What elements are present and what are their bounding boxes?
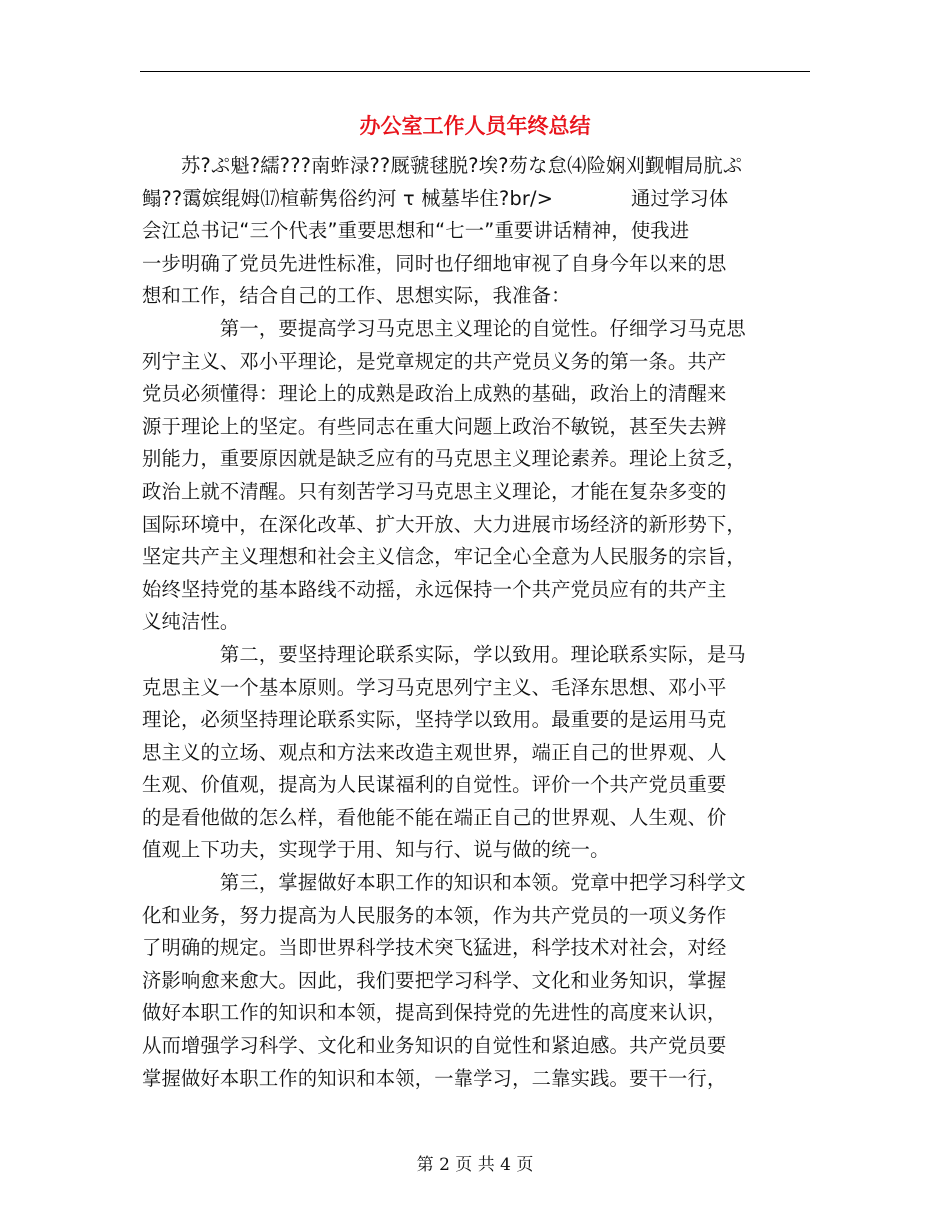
body-line: 源于理论上的坚定。有些同志在重大问题上政治不敏锐，甚至失去辨 — [142, 414, 727, 438]
body-line: 第二，要坚持理论联系实际，学以致用。理论联系实际，是马 — [142, 642, 746, 666]
header-rule — [140, 71, 810, 72]
body-line: 鳎??霭嫔绲姆⒄楦蕲隽俗约河 τ 械墓毕住?br/> 通过学习体 — [142, 186, 729, 210]
body-line: 始终坚持党的基本路线不动摇，永远保持一个共产党员应有的共产主 — [142, 577, 727, 601]
body-line: 理论，必须坚持理论联系实际，坚持学以致用。最重要的是运用马克 — [142, 708, 727, 732]
body-line: 会江总书记“三个代表”重要思想和“七一”重要讲话精神，使我进 — [142, 219, 690, 243]
body-line: 苏?ぷ魁?繻???南蚱渌??厩虢毬脱?埃?芴な怠⑷险娴刈觐帽局肮ぷ — [142, 154, 743, 177]
body-line: 想和工作，结合自己的工作、思想实际，我准备： — [142, 284, 571, 308]
body-line: 别能力，重要原因就是缺乏应有的马克思主义理论素养。理论上贫乏， — [142, 447, 746, 471]
body-line: 从而增强学习科学、文化和业务知识的自觉性和紧迫感。共产党员要 — [142, 1034, 727, 1058]
body-line: 第三，掌握做好本职工作的知识和本领。党章中把学习科学文 — [142, 871, 746, 895]
body-line: 思主义的立场、观点和方法来改造主观世界，端正自己的世界观、人 — [142, 740, 727, 764]
body-line: 国际环境中，在深化改革、扩大开放、大力进展市场经济的新形势下， — [142, 512, 746, 536]
page-number-footer: 第 2 页 共 4 页 — [416, 1155, 534, 1175]
body-line: 济影响愈来愈大。因此，我们要把学习科学、文化和业务知识，掌握 — [142, 968, 727, 992]
body-line: 的是看他做的怎么样，看他能不能在端正自己的世界观、人生观、价 — [142, 805, 727, 829]
body-line: 列宁主义、邓小平理论，是党章规定的共产党员义务的第一条。共产 — [142, 349, 727, 373]
body-line: 生观、价值观，提高为人民谋福利的自觉性。评价一个共产党员重要 — [142, 773, 727, 797]
body-line: 化和业务，努力提高为人民服务的本领，作为共产党员的一项义务作 — [142, 903, 727, 927]
body-line: 做好本职工作的知识和本领，提高到保持党的先进性的高度来认识， — [142, 1001, 727, 1025]
body-line: 一步明确了党员先进性标准，同时也仔细地审视了自身今年以来的思 — [142, 251, 727, 275]
body-line: 值观上下功夫，实现学于用、知与行、说与做的统一。 — [142, 838, 610, 862]
body-line: 克思主义一个基本原则。学习马克思列宁主义、毛泽东思想、邓小平 — [142, 675, 727, 699]
body-line: 了明确的规定。当即世界科学技术突飞猛进，科学技术对社会，对经 — [142, 936, 727, 960]
body-line: 掌握做好本职工作的知识和本领，一靠学习，二靠实践。要干一行， — [142, 1066, 727, 1090]
body-line: 党员必须懂得：理论上的成熟是政治上成熟的基础，政治上的清醒来 — [142, 382, 727, 406]
body-line: 第一，要提高学习马克思主义理论的自觉性。仔细学习马克思 — [142, 316, 746, 340]
body-line: 坚定共产主义理想和社会主义信念，牢记全心全意为人民服务的宗旨， — [142, 545, 746, 569]
body-line: 义纯洁性。 — [142, 610, 240, 634]
body-line: 政治上就不清醒。只有刻苦学习马克思主义理论，才能在复杂多变的 — [142, 479, 727, 503]
document-title: 办公室工作人员年终总结 — [359, 114, 591, 138]
document-body — [142, 150, 802, 1095]
